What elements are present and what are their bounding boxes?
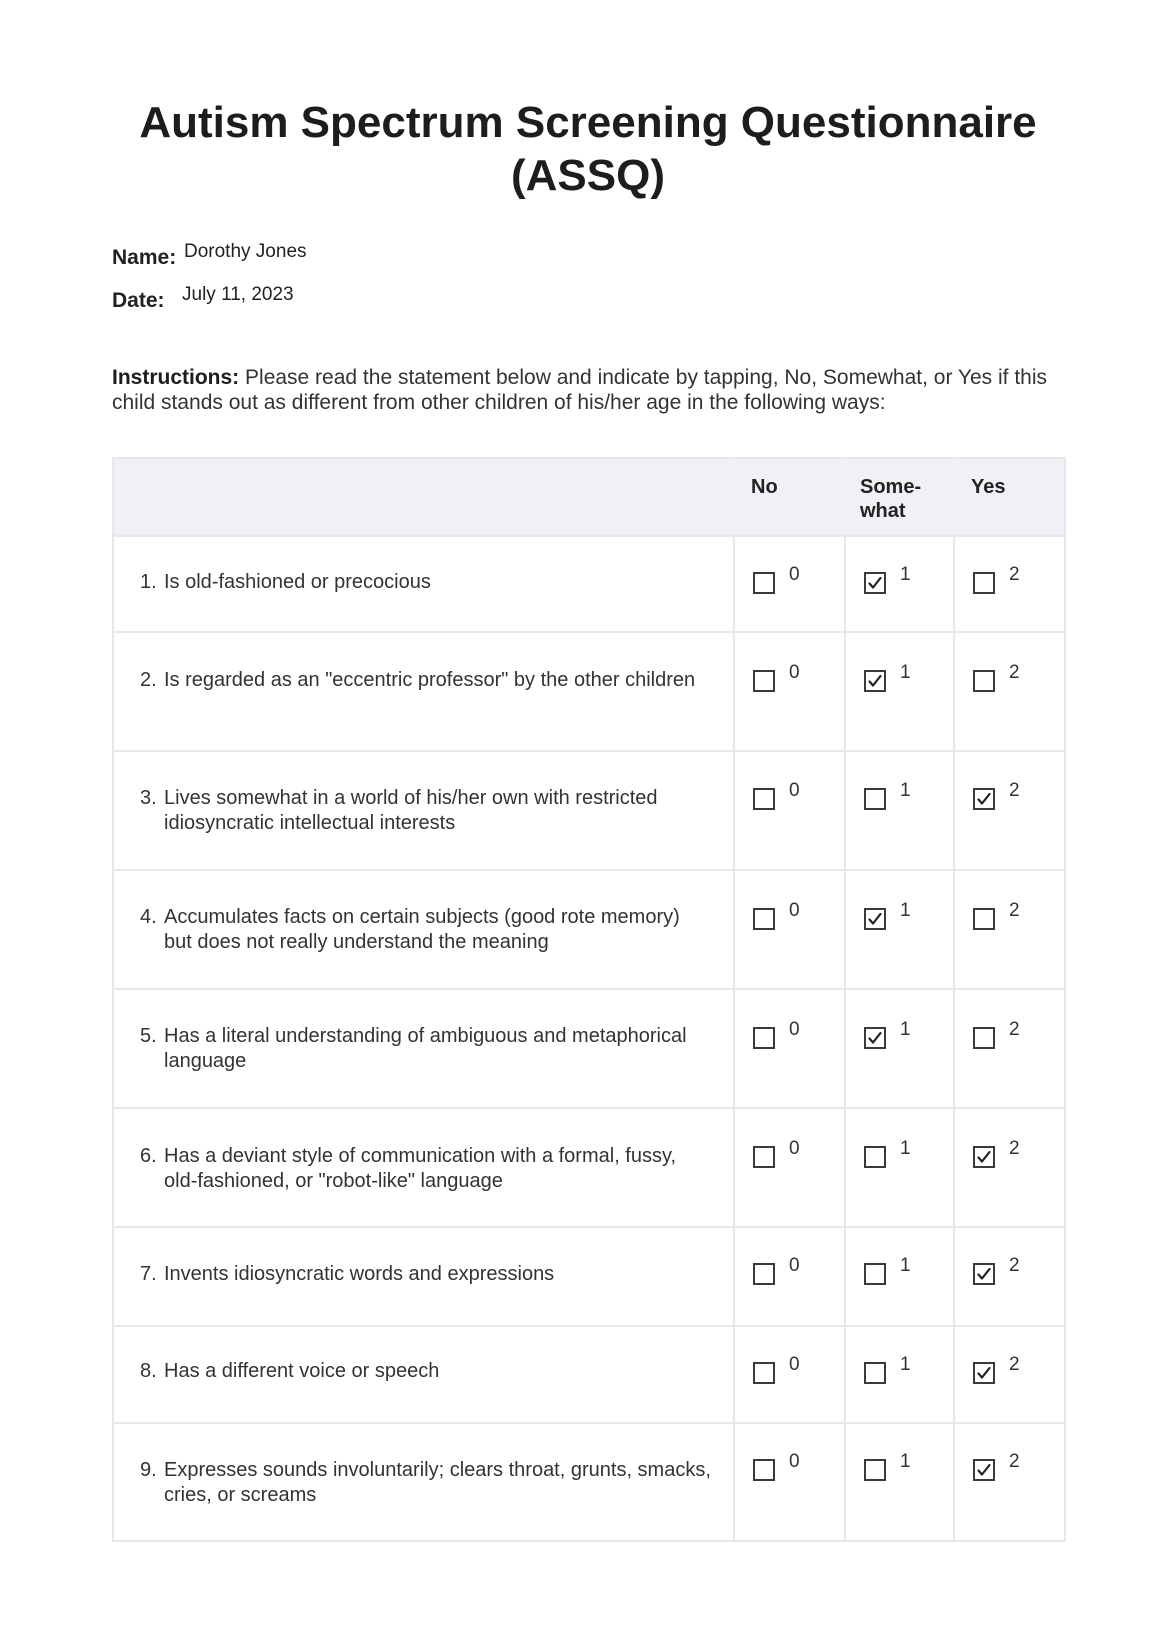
answer-option-somewhat (846, 1255, 953, 1289)
page-title-line1: Autism Spectrum Screening Questionnaire (139, 98, 1037, 147)
question-cell (113, 989, 734, 1108)
answer-cell-somewhat (845, 1423, 954, 1541)
answer-option-somewhat (846, 1451, 953, 1485)
answer-cell-no (734, 632, 845, 751)
question-label: Is regarded as an "eccentric professor" by the other children (164, 669, 696, 691)
table-row (113, 870, 1065, 989)
question-label: Expresses sounds involuntarily; clears throat, grunts, smacks, cries, or screams (164, 1459, 711, 1506)
table-header-row (113, 458, 1065, 536)
checkmark-icon (976, 1462, 992, 1478)
instructions-text: Please read the statement below and indicate by tapping, No, Somewhat, or Yes if this child stands out as different from other children of his/her age in the following ways: (112, 366, 1048, 414)
answer-option-somewhat (846, 900, 953, 934)
score-value: 1 (900, 1354, 911, 1375)
answer-option-no (735, 1019, 844, 1053)
answer-option-somewhat (846, 1354, 953, 1388)
checkmark-icon (976, 791, 992, 807)
score-value: 2 (1009, 1255, 1020, 1276)
score-value: 0 (789, 780, 800, 801)
answer-option-no (735, 1138, 844, 1172)
score-value: 1 (900, 564, 911, 585)
answer-cell-somewhat (845, 1326, 954, 1423)
table-row (113, 751, 1065, 870)
checkbox-unchecked[interactable] (753, 1459, 775, 1481)
answer-cell-yes (954, 1423, 1065, 1541)
question-label: Has a literal understanding of ambiguous and metaphorical language (164, 1025, 687, 1072)
question-cell (113, 1227, 734, 1326)
checkmark-icon (976, 1365, 992, 1381)
table-row (113, 1423, 1065, 1541)
checkbox-checked[interactable] (864, 572, 886, 594)
question-text (114, 1359, 733, 1384)
question-cell (113, 632, 734, 751)
answer-cell-no (734, 536, 845, 632)
checkbox-checked[interactable] (973, 1263, 995, 1285)
question-cell (113, 751, 734, 870)
score-value: 2 (1009, 1354, 1020, 1375)
answer-option-yes (955, 900, 1064, 934)
table-row (113, 1108, 1065, 1227)
answer-cell-somewhat (845, 632, 954, 751)
score-value: 0 (789, 662, 800, 683)
checkbox-unchecked[interactable] (753, 1362, 775, 1384)
header-somewhat-line2: what (860, 500, 906, 522)
checkbox-checked[interactable] (973, 1459, 995, 1481)
answer-cell-yes (954, 632, 1065, 751)
score-value: 2 (1009, 1138, 1020, 1159)
header-somewhat (845, 458, 954, 536)
answer-cell-no (734, 870, 845, 989)
answer-cell-yes (954, 1326, 1065, 1423)
checkbox-unchecked[interactable] (864, 1146, 886, 1168)
question-text (114, 1144, 733, 1194)
score-value: 1 (900, 1451, 911, 1472)
question-text (114, 668, 733, 693)
answer-option-yes (955, 662, 1064, 696)
question-text (114, 1024, 733, 1074)
answer-option-no (735, 1255, 844, 1289)
question-number: 1. (140, 571, 157, 593)
question-number: 9. (140, 1459, 157, 1481)
table-row (113, 1227, 1065, 1326)
answer-option-somewhat (846, 564, 953, 598)
checkbox-unchecked[interactable] (973, 572, 995, 594)
question-number: 2. (140, 669, 157, 691)
assq-table (112, 457, 1066, 1542)
score-value: 1 (900, 662, 911, 683)
question-cell (113, 536, 734, 632)
question-label: Accumulates facts on certain subjects (good rote memory) but does not really understand the meaning (164, 906, 680, 953)
score-value: 0 (789, 1354, 800, 1375)
answer-cell-no (734, 989, 845, 1108)
question-text (114, 570, 733, 595)
question-number: 3. (140, 787, 157, 809)
header-yes-label: Yes (971, 476, 1006, 498)
answer-option-no (735, 564, 844, 598)
name-value[interactable]: Dorothy Jones (184, 241, 307, 262)
checkbox-checked[interactable] (864, 670, 886, 692)
score-value: 2 (1009, 564, 1020, 585)
checkbox-checked[interactable] (864, 908, 886, 930)
checkmark-icon (867, 673, 883, 689)
score-value: 2 (1009, 1451, 1020, 1472)
checkbox-unchecked[interactable] (753, 1146, 775, 1168)
instructions-label: Instructions: (112, 366, 240, 389)
date-value[interactable]: July 11, 2023 (182, 284, 294, 305)
answer-option-yes (955, 1019, 1064, 1053)
score-value: 1 (900, 1019, 911, 1040)
answer-option-no (735, 1451, 844, 1485)
answer-cell-somewhat (845, 1227, 954, 1326)
checkmark-icon (867, 911, 883, 927)
answer-cell-somewhat (845, 1108, 954, 1227)
score-value: 1 (900, 1138, 911, 1159)
answer-cell-no (734, 1423, 845, 1541)
table-row (113, 632, 1065, 751)
score-value: 1 (900, 1255, 911, 1276)
header-somewhat-line1: Some- (860, 476, 922, 498)
question-number: 7. (140, 1263, 157, 1285)
page-title (0, 96, 1176, 202)
checkbox-unchecked[interactable] (753, 670, 775, 692)
answer-option-no (735, 662, 844, 696)
table-row (113, 989, 1065, 1108)
checkbox-checked[interactable] (864, 1027, 886, 1049)
answer-cell-somewhat (845, 751, 954, 870)
question-cell (113, 1326, 734, 1423)
score-value: 0 (789, 1019, 800, 1040)
question-text (114, 1458, 733, 1508)
answer-option-no (735, 780, 844, 814)
question-text (114, 786, 733, 836)
checkbox-unchecked[interactable] (753, 788, 775, 810)
score-value: 2 (1009, 900, 1020, 921)
name-field (112, 241, 307, 270)
question-label: Has a deviant style of communication with a formal, fussy, old-fashioned, or "robot-like" language (164, 1145, 677, 1192)
answer-cell-somewhat (845, 870, 954, 989)
checkbox-unchecked[interactable] (753, 1263, 775, 1285)
score-value: 2 (1009, 662, 1020, 683)
answer-option-no (735, 1354, 844, 1388)
header-yes (954, 458, 1065, 536)
checkbox-unchecked[interactable] (973, 670, 995, 692)
question-cell (113, 870, 734, 989)
score-value: 0 (789, 564, 800, 585)
question-number: 6. (140, 1145, 157, 1167)
answer-cell-somewhat (845, 989, 954, 1108)
answer-cell-no (734, 751, 845, 870)
checkbox-checked[interactable] (973, 1362, 995, 1384)
answer-cell-no (734, 1108, 845, 1227)
answer-option-yes (955, 564, 1064, 598)
checkbox-checked[interactable] (973, 788, 995, 810)
name-label: Name: (112, 246, 177, 269)
answer-option-somewhat (846, 662, 953, 696)
page-title-line2: (ASSQ) (511, 151, 665, 200)
checkbox-unchecked[interactable] (973, 908, 995, 930)
score-value: 0 (789, 900, 800, 921)
question-text (114, 1262, 733, 1287)
checkmark-icon (867, 575, 883, 591)
answer-cell-yes (954, 989, 1065, 1108)
answer-option-somewhat (846, 780, 953, 814)
header-question (113, 458, 734, 536)
checkbox-unchecked[interactable] (753, 1027, 775, 1049)
question-label: Lives somewhat in a world of his/her own with restricted idiosyncratic intellectual interests (164, 787, 658, 834)
table-row (113, 536, 1065, 632)
score-value: 0 (789, 1138, 800, 1159)
answer-option-yes (955, 1451, 1064, 1485)
score-value: 1 (900, 780, 911, 801)
checkbox-unchecked[interactable] (753, 908, 775, 930)
answer-option-yes (955, 780, 1064, 814)
question-text (114, 905, 733, 955)
checkbox-checked[interactable] (973, 1146, 995, 1168)
answer-cell-somewhat (845, 536, 954, 632)
checkbox-unchecked[interactable] (753, 572, 775, 594)
answer-cell-no (734, 1326, 845, 1423)
checkbox-unchecked[interactable] (864, 1362, 886, 1384)
score-value: 1 (900, 900, 911, 921)
answer-option-somewhat (846, 1019, 953, 1053)
answer-cell-yes (954, 1227, 1065, 1326)
question-number: 5. (140, 1025, 157, 1047)
question-cell (113, 1423, 734, 1541)
header-no (734, 458, 845, 536)
answer-cell-no (734, 1227, 845, 1326)
checkmark-icon (976, 1149, 992, 1165)
question-number: 4. (140, 906, 157, 928)
checkbox-unchecked[interactable] (864, 788, 886, 810)
question-label: Is old-fashioned or precocious (164, 571, 431, 593)
checkbox-unchecked[interactable] (864, 1263, 886, 1285)
question-cell (113, 1108, 734, 1227)
score-value: 0 (789, 1255, 800, 1276)
score-value: 2 (1009, 780, 1020, 801)
table-row (113, 1326, 1065, 1423)
instructions (112, 365, 1072, 415)
date-label: Date: (112, 289, 165, 312)
score-value: 2 (1009, 1019, 1020, 1040)
answer-cell-yes (954, 870, 1065, 989)
question-label: Invents idiosyncratic words and expressions (164, 1263, 555, 1285)
score-value: 0 (789, 1451, 800, 1472)
checkmark-icon (976, 1266, 992, 1282)
question-number: 8. (140, 1360, 157, 1382)
answer-option-yes (955, 1354, 1064, 1388)
answer-cell-yes (954, 536, 1065, 632)
answer-cell-yes (954, 751, 1065, 870)
checkbox-unchecked[interactable] (864, 1459, 886, 1481)
date-field (112, 284, 294, 313)
answer-option-no (735, 900, 844, 934)
answer-option-somewhat (846, 1138, 953, 1172)
checkmark-icon (867, 1030, 883, 1046)
answer-cell-yes (954, 1108, 1065, 1227)
answer-option-yes (955, 1255, 1064, 1289)
header-no-label: No (751, 476, 778, 498)
answer-option-yes (955, 1138, 1064, 1172)
checkbox-unchecked[interactable] (973, 1027, 995, 1049)
question-label: Has a different voice or speech (164, 1360, 440, 1382)
